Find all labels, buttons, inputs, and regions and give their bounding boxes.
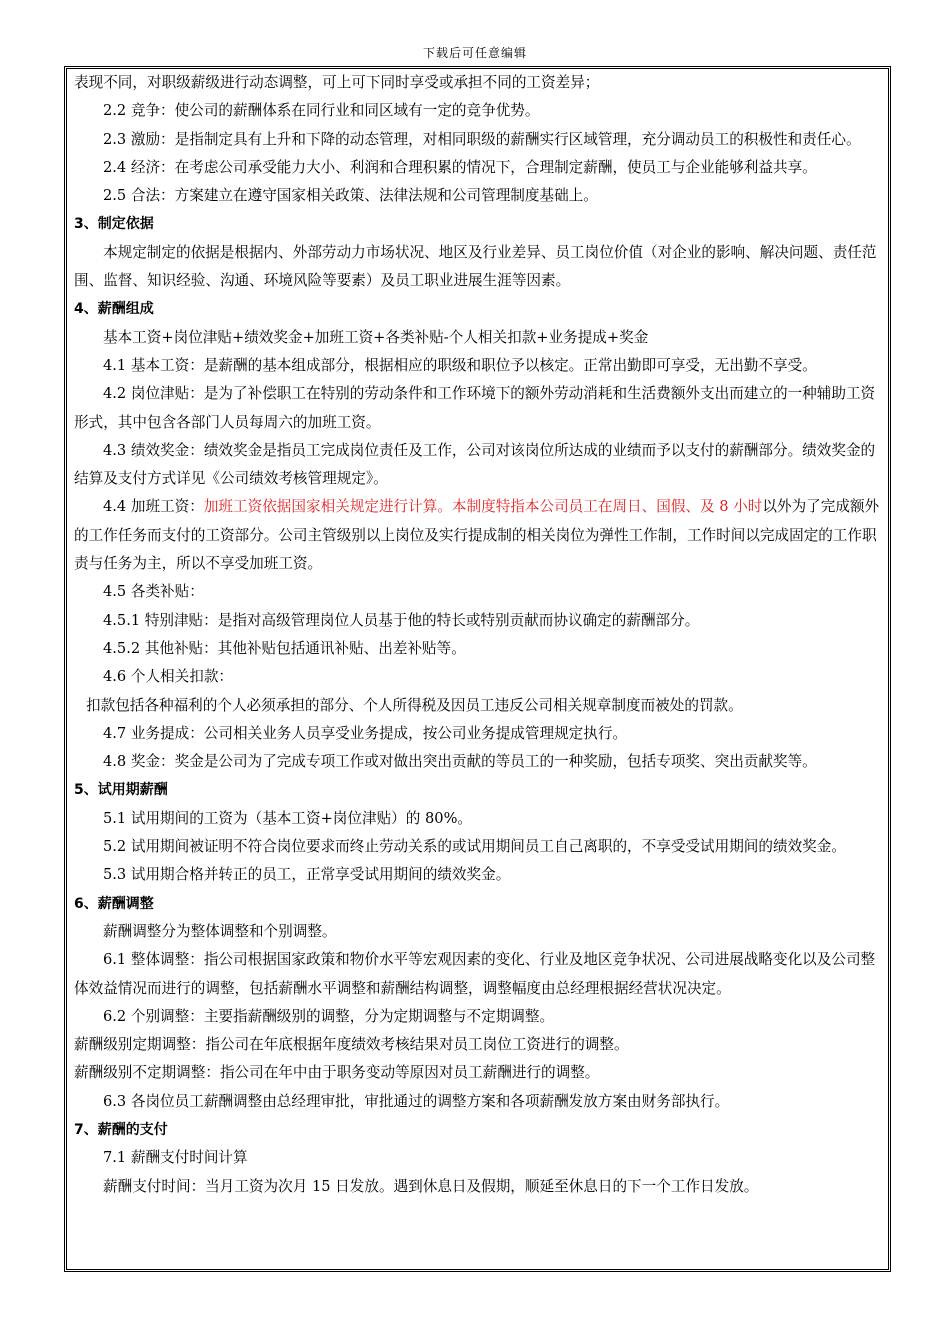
paragraph: 基本工资+岗位津贴+绩效奖金+加班工资+各类补贴-个人相关扣款+业务提成+奖金 <box>103 328 649 346</box>
paragraph: 4.5.2 其他补贴：其他补贴包括通讯补贴、出差补贴等。 <box>103 639 466 657</box>
document-body <box>74 69 884 1201</box>
paragraph: 6.2 个别调整：主要指薪酬级别的调整，分为定期调整与不定期调整。 <box>103 1007 555 1025</box>
paragraph: 4.6 个人相关扣款： <box>103 668 234 686</box>
paragraph: 4.5.1 特别津贴：是指对高级管理岗位人员基于他的特长或特别贡献而协议确定的薪酬部分。 <box>103 611 700 629</box>
paragraph: 4.5 各类补贴： <box>103 583 204 601</box>
paragraph: 本规定制定的依据是根据内、外部劳动力市场状况、地区及行业差异、员工岗位价值（对企业的影响、解决问题、责任范围、监督、知识经验、沟通、环境风险等要素）及员工职业进展生涯等因素。 <box>74 243 877 290</box>
section-heading: 4、薪酬组成 <box>74 301 154 318</box>
paragraph <box>74 493 884 578</box>
section-heading: 5、试用期薪酬 <box>74 782 168 799</box>
paragraph: 薪酬调整分为整体调整和个别调整。 <box>103 922 337 940</box>
section-heading: 3、制定依据 <box>74 216 154 233</box>
overtime-rest: 以外为了完成额外的工作任务而支付的工资部分。公司主管级别以上岗位及实行提成制的相关岗位为弹性工作制，工作时间以完成固定的工作职责与任务为主，所以不享受加班工资。 <box>74 498 880 573</box>
paragraph: 5.2 试用期间被证明不符合岗位要求而终止劳动关系的或试用期间员工自己离职的，不享受受试用期间的绩效奖金。 <box>103 838 846 856</box>
paragraph: 4.7 业务提成：公司相关业务人员享受业务提成，按公司业务提成管理规定执行。 <box>103 724 628 742</box>
paragraph: 薪酬支付时间：当月工资为次月 15 日发放。遇到休息日及假期，顺延至休息日的下一个工作日发放。 <box>103 1177 759 1195</box>
paragraph: 2.3 激励：是指制定具有上升和下降的动态管理，对相同职级的薪酬实行区域管理，充分调动员工的积极性和责任心。 <box>103 130 861 148</box>
paragraph: 2.4 经济：在考虑公司承受能力大小、利润和合理积累的情况下，合理制定薪酬，使员工与企业能够利益共享。 <box>103 158 817 176</box>
paragraph: 6.1 整体调整：指公司根据国家政策和物价水平等宏观因素的变化、行业及地区竞争状况、公司进展战略变化以及公司整体效益情况而进行的调整，包括薪酬水平调整和薪酬结构调整，调整幅度由总经理根据经营状况决定。 <box>74 951 876 997</box>
paragraph: 4.1 基本工资：是薪酬的基本组成部分，根据相应的职级和职位予以核定。正常出勤即可享受，无出勤不享受。 <box>103 356 817 374</box>
paragraph: 5.3 试用期合格并转正的员工，正常享受试用期间的绩效奖金。 <box>103 866 511 884</box>
paragraph: 表现不同，对职级薪级进行动态调整，可上可下同时享受或承担不同的工资差异； <box>74 74 600 91</box>
paragraph: 薪酬级别不定期调整：指公司在年中由于职务变动等原因对员工薪酬进行的调整。 <box>74 1064 600 1082</box>
section-heading: 6、薪酬调整 <box>74 895 154 912</box>
paragraph: 2.2 竞争：使公司的薪酬体系在同行业和同区域有一定的竞争优势。 <box>103 102 540 120</box>
paragraph: 6.3 各岗位员工薪酬调整由总经理审批，审批通过的调整方案和各项薪酬发放方案由财务部执行。 <box>103 1092 730 1110</box>
paragraph: 4.3 绩效奖金：绩效奖金是指员工完成岗位责任及工作，公司对该岗位所达成的业绩而予以支付的薪酬部分。绩效奖金的结算及支付方式详见《公司绩效考核管理规定》。 <box>74 441 876 488</box>
paragraph: 4.8 奖金：奖金是公司为了完成专项工作或对做出突出贡献的等员工的一种奖励，包括专项奖、突出贡献奖等。 <box>103 753 817 771</box>
header-note: 下载后可任意编辑 <box>422 46 527 60</box>
paragraph: 4.2 岗位津贴：是为了补偿职工在特别的劳动条件和工作环境下的额外劳动消耗和生活费额外支出而建立的一种辅助工资形式，其中包含各部门人员每周六的加班工资。 <box>74 385 876 431</box>
paragraph: 薪酬级别定期调整：指公司在年底根据年度绩效考核结果对员工岗位工资进行的调整。 <box>74 1036 629 1054</box>
paragraph: 2.5 合法：方案建立在遵守国家相关政策、法律法规和公司管理制度基础上。 <box>103 187 598 205</box>
paragraph: 7.1 薪酬支付时间计算 <box>103 1149 248 1167</box>
overtime-label: 4.4 加班工资： <box>103 498 204 516</box>
section-heading: 7、薪酬的支付 <box>74 1121 168 1138</box>
overtime-highlight: 加班工资依据国家相关规定进行计算。本制度特指本公司员工在周日、国假、及 8 小时 <box>203 498 763 516</box>
paragraph: 扣款包括各种福利的个人必须承担的部分、个人所得税及因员工违反公司相关规章制度而被处的罚款。 <box>86 696 743 714</box>
paragraph: 5.1 试用期间的工资为（基本工资+岗位津贴）的 80%。 <box>103 809 473 827</box>
